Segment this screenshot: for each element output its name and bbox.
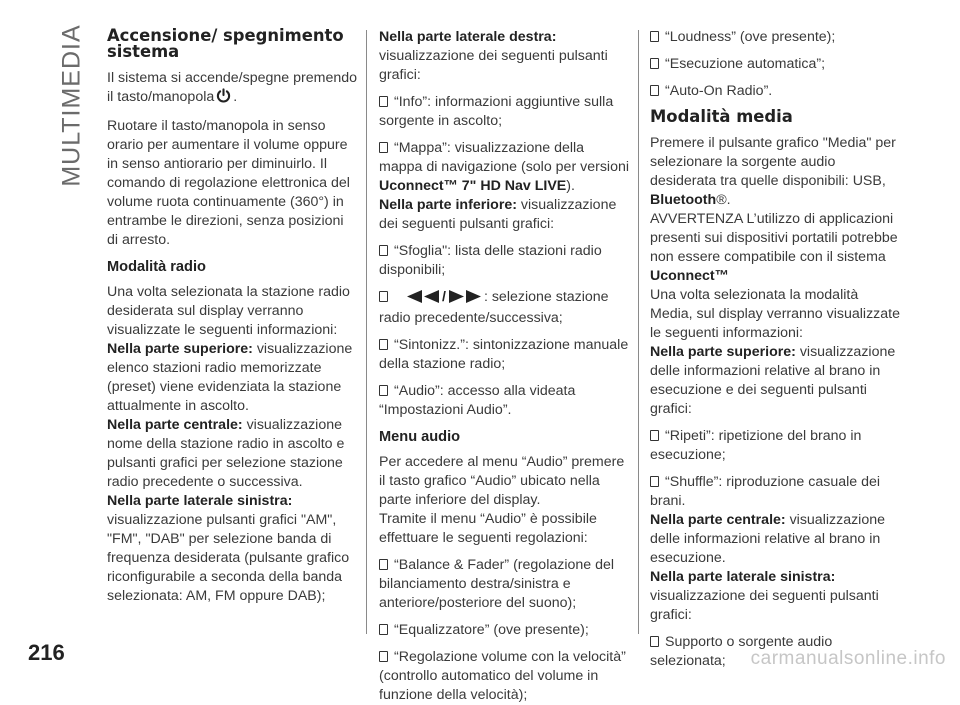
bullet-box-icon (379, 624, 388, 635)
paragraph-media-center: Nella parte centrale: visualizzazione delle informazioni relative al brano in esecuzione. (650, 512, 886, 566)
list-item-info: “Info”: informazioni aggiuntive sulla sorgente in ascolto; (379, 94, 614, 129)
seek-next-icon (448, 290, 482, 309)
column-divider-2 (638, 30, 639, 634)
list-item-balance: “Balance & Fader” (regolazione del bilanciamento destra/sinistra e anteriore/posteriore del suono); (379, 557, 615, 611)
list-item-esecuzione: “Esecuzione automatica”; (650, 55, 900, 74)
bullet-box-icon (379, 142, 388, 153)
bullet-box-icon (379, 339, 388, 350)
paragraph-menu-audio-1: Per accedere al menu “Audio” premere il tasto grafico “Audio” ubicato nella parte inferiore del display. (379, 454, 625, 508)
seek-previous-icon (406, 290, 440, 309)
paragraph-power-2: Ruotare il tasto/manopola in senso orario per aumentare il volume oppure in senso antiorario per diminuirlo. Il comando di regolazione elettronica del volume ruota continuamente (360°) in entrambe le direzioni, senza posizioni di arresto. (107, 118, 350, 248)
list-item-mappa: “Mappa”: visualizzazione della mappa di navigazione (solo per versioni Uconnect™ 7" HD Nav LIVE). (379, 140, 629, 194)
paragraph-radio-left: visualizzazione pulsanti grafici "AM", "FM", "DAB" per selezione banda di frequenza desiderata (pulsante grafico riconfigurabile a seconda della banda selezionata: AM, FM oppure DAB); (107, 512, 350, 604)
bullet-box-icon (650, 85, 659, 96)
bullet-box-icon (650, 636, 659, 647)
heading-power: Accensione/ spegnimento sistema (107, 26, 344, 61)
list-item-ripeti: “Ripeti”: ripetizione del brano in esecuzione; (650, 428, 862, 463)
bullet-box-icon (379, 559, 388, 570)
list-item-supporto: Supporto o sorgente audio selezionata; (650, 634, 833, 669)
section-side-label: MULTIMEDIA (57, 23, 86, 187)
column-1 (107, 28, 357, 606)
list-item-audio: “Audio”: accesso alla videata “Impostazioni Audio”. (379, 383, 576, 418)
list-item-equalizzatore: “Equalizzatore” (ove presente); (379, 621, 629, 640)
paragraph-avvertenza: AVVERTENZA L’utilizzo di applicazioni presenti sui dispositivi portatili potrebbe non essere compatibile con il sistema (650, 211, 898, 265)
column-2 (379, 28, 629, 705)
bullet-box-icon (379, 651, 388, 662)
bullet-box-icon (650, 31, 659, 42)
bullet-box-icon (650, 476, 659, 487)
paragraph-media-2: Una volta selezionata la modalità Media, sul display verranno visualizzate le seguenti informazioni: (650, 287, 900, 341)
paragraph-uconnect: Uconnect™ (650, 268, 729, 284)
paragraph-menu-audio-2: Tramite il menu “Audio” è possibile effettuare le seguenti regolazioni: (379, 511, 597, 546)
watermark: carmanualsonline.info (750, 648, 946, 669)
paragraph-radio-top: Nella parte superiore: visualizzazione elenco stazioni radio memorizzate (preset) viene evidenziata la stazione attualmente in ascolto. (107, 341, 353, 414)
list-item-sintonizz: “Sintonizz.”: sintonizzazione manuale della stazione radio; (379, 337, 629, 372)
list-item-loudness: “Loudness” (ove presente); (650, 28, 900, 47)
paragraph-media-top: Nella parte superiore: visualizzazione delle informazioni relative al brano in esecuzione e dei seguenti pulsanti grafici: (650, 344, 896, 417)
heading-radio: Modalità radio (107, 259, 206, 275)
bullet-box-icon (379, 291, 388, 302)
page-number: 216 (28, 640, 65, 665)
label-radio-right: Nella parte laterale destra: (379, 29, 557, 45)
bullet-box-icon (650, 58, 659, 69)
bullet-box-icon (379, 96, 388, 107)
paragraph-radio-bottom: Nella parte inferiore: visualizzazione dei seguenti pulsanti grafici: (379, 197, 617, 232)
paragraph-radio-right: visualizzazione dei seguenti pulsanti grafici: (379, 48, 608, 83)
paragraph-media-left: visualizzazione dei seguenti pulsanti grafici: (650, 588, 879, 623)
list-item-shuffle: “Shuffle”: riproduzione casuale dei brani. (650, 474, 881, 509)
paragraph-radio-intro: Una volta selezionata la stazione radio desiderata sul display verranno visualizzate le seguenti informazioni: (107, 284, 350, 338)
label-media-left: Nella parte laterale sinistra: (650, 569, 836, 585)
paragraph-radio-left-label: Nella parte laterale sinistra: (107, 493, 293, 509)
column-3 (650, 28, 900, 671)
column-divider-1 (366, 30, 367, 634)
bullet-box-icon (650, 430, 659, 441)
paragraph-media-1: Premere il pulsante grafico "Media" per selezionare la sorgente audio desiderata tra quelle disponibili: USB, (650, 135, 896, 189)
bullet-box-icon (379, 385, 388, 396)
heading-media: Modalità media (650, 107, 793, 126)
paragraph-radio-center: Nella parte centrale: visualizzazione nome della stazione radio in ascolto e pulsanti grafici per selezione stazione radio precedente o successiva. (107, 417, 345, 490)
paragraph-power-1: Il sistema si accende/spegne premendo il tasto/manopola . (107, 69, 357, 109)
list-item-seek: / : selezione stazione radio precedente/successiva; (379, 289, 609, 326)
heading-menu-audio: Menu audio (379, 429, 461, 445)
list-item-sfoglia: “Sfoglia": lista delle stazioni radio disponibili; (379, 243, 602, 278)
list-item-regolazione: “Regolazione volume con la velocità” (controllo automatico del volume in funzione della velocità); (379, 649, 626, 703)
bullet-box-icon (379, 245, 388, 256)
list-item-autoon: “Auto-On Radio”. (650, 82, 900, 101)
paragraph-media-bluetooth: Bluetooth®. (650, 192, 731, 208)
power-knob-icon (216, 88, 231, 109)
